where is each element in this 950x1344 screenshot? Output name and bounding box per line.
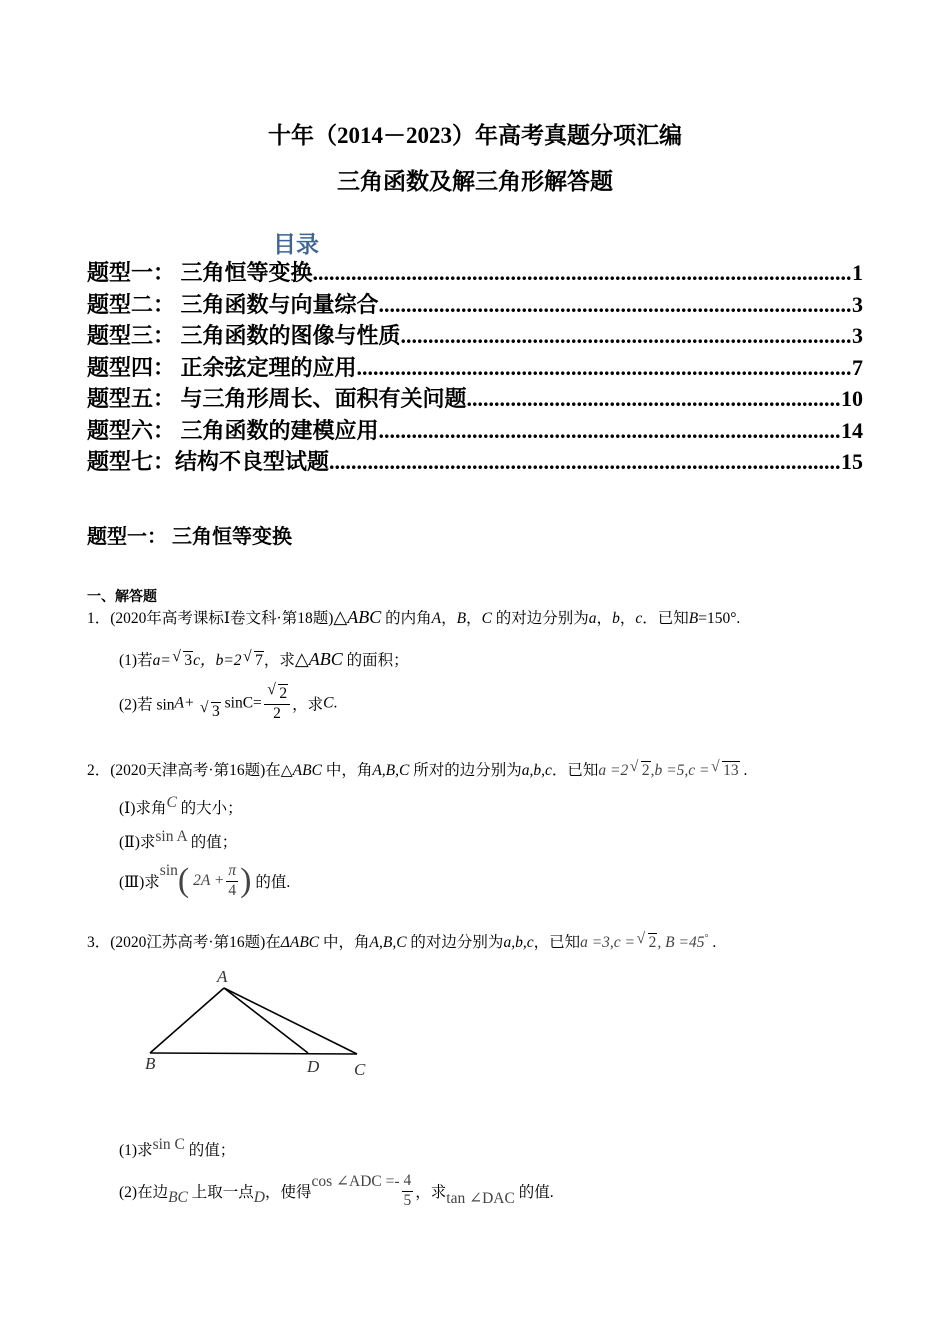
q1-var: A	[431, 610, 442, 627]
q2-math: A,B,C	[372, 762, 410, 779]
fraction	[402, 1172, 414, 1210]
q2-text: 中，角	[325, 762, 373, 779]
q2p2-math: sin A	[155, 828, 187, 845]
section-heading: 题型一： 三角恒等变换	[87, 526, 292, 548]
question-3-part-2	[119, 1172, 554, 1210]
q1p2-text: ，求	[292, 696, 324, 714]
q1-sep: ，	[441, 610, 457, 627]
toc-item-page: 10	[841, 386, 863, 411]
left-paren: (	[177, 862, 190, 900]
q3-math: a =3,c =	[580, 934, 636, 951]
q3-text: ，已知	[533, 934, 581, 951]
q3p2-math: BC	[168, 1189, 188, 1207]
q1-source: 1．(2020年高考课标Ⅰ卷文科·第18题)	[87, 610, 334, 627]
q3-text: 的对边分别为	[410, 934, 504, 951]
q2-source: 2．(2020天津高考·第16题)在	[87, 762, 281, 779]
sqrt-13: √ 13	[722, 761, 740, 779]
q3-source: 3．(2020江苏高考·第16题)在	[87, 934, 281, 951]
segment-ad	[224, 988, 308, 1053]
sqrt-3: √ 3	[183, 651, 193, 669]
q1-sep: ，	[466, 610, 482, 627]
sqrt-2: √ 2	[641, 761, 651, 779]
sqrt-2: √ 2	[278, 684, 288, 702]
toc-item-page: 1	[852, 260, 863, 285]
q2-math: a,b,c	[521, 762, 552, 779]
q3-text: 中，角	[323, 934, 370, 951]
q2p2-text: (Ⅱ)求	[119, 834, 156, 851]
q3p1-text: (1)求	[119, 1142, 153, 1159]
q2-text: ．已知	[551, 762, 599, 779]
sqrt-3: √ 3	[211, 702, 221, 720]
q1-sep: ，	[619, 610, 636, 627]
q1p1-text: (1)若	[119, 652, 153, 669]
toc-item-label: 题型六： 三角函数的建模应用	[87, 417, 379, 443]
document-subtitle: 三角函数及解三角形解答题	[337, 169, 613, 194]
q3p2-math: tan ∠DAC	[446, 1189, 515, 1207]
q1-triangle: △ABC	[294, 649, 343, 669]
vertex-label-b: B	[145, 1054, 156, 1073]
q3p2-text: 上取一点	[191, 1184, 254, 1202]
document-title: 十年（2014－2023）年高考真题分项汇编	[268, 123, 682, 148]
question-3-part-1	[119, 1138, 235, 1160]
q3p2-text: ，求	[415, 1184, 447, 1202]
vertex-label-a: A	[217, 967, 228, 986]
q3p2-text: ，使得	[264, 1184, 312, 1202]
q1p1-math: c，	[193, 652, 216, 669]
q1-var: a	[588, 610, 597, 627]
q1-var: B	[688, 610, 699, 627]
q3-triangle: ΔABC	[280, 934, 320, 951]
q1-var: b	[612, 610, 620, 627]
q2p1-text: 的大小；	[180, 800, 243, 817]
q1p2-math: A+	[174, 694, 195, 712]
toc-item-label: 题型二： 三角函数与向量综合	[87, 291, 379, 317]
degree: °	[704, 933, 709, 944]
q3-math: A,B,C	[369, 934, 407, 951]
q1-text: ．已知	[642, 610, 689, 627]
toc-item-label: 题型一： 三角恒等变换	[87, 260, 313, 285]
numerator: 4	[402, 1172, 414, 1192]
toc-item-page: 14	[841, 417, 863, 443]
q2p1-text: (Ⅰ)求角	[119, 800, 167, 817]
q3-math: a,b,c	[503, 934, 534, 951]
q3-math: , B =45	[657, 934, 705, 951]
q1p1-text: 的面积；	[346, 652, 409, 669]
q3p1-math: sin C	[152, 1136, 185, 1153]
toc-item-label: 题型四： 正余弦定理的应用	[87, 354, 357, 380]
toc-item-label: 题型七：结构不良型试题	[87, 449, 330, 474]
q3p2-math: cos ∠ADC =-	[311, 1173, 400, 1190]
q1-sep: ，	[596, 610, 613, 627]
vertex-label-c: C	[354, 1060, 366, 1079]
q3p1-text: 的值；	[188, 1142, 236, 1159]
q1p2-text: (2)若 sin	[119, 696, 175, 714]
q1-triangle: △ABC	[333, 607, 382, 627]
vertex-label-d: D	[307, 1057, 320, 1076]
sqrt-2: √ 2	[648, 933, 658, 951]
q3p2-text: (2)在边	[119, 1184, 169, 1202]
q1-text: 的对边分别为	[495, 610, 589, 627]
q3p2-math: D	[253, 1189, 265, 1207]
q1p1-text: ，求	[263, 652, 295, 669]
q1-text: 的内角	[385, 610, 432, 627]
q3p2-text: 的值.	[518, 1184, 554, 1202]
q2-text: .	[743, 762, 748, 779]
toc-heading: 目录	[273, 232, 319, 257]
q1p1-math: b=2	[215, 652, 242, 669]
q1-var: B	[456, 610, 467, 627]
q1-var: c	[635, 610, 643, 627]
q2p3-math: sin	[159, 862, 178, 879]
q2-math: ,b =5,c =	[650, 762, 710, 779]
toc-item-page: 15	[841, 449, 863, 474]
toc-item-page: 3	[852, 323, 863, 348]
q1p2-math: C	[323, 694, 334, 712]
right-paren: )	[240, 862, 252, 900]
subsection-heading: 一、解答题	[87, 590, 157, 605]
q2p2-text: 的值；	[190, 834, 238, 851]
sqrt-7: √ 7	[254, 651, 264, 669]
toc-item-label: 题型五： 与三角形周长、面积有关问题	[87, 386, 467, 411]
denominator: 5	[403, 1191, 412, 1209]
side-ac	[224, 988, 357, 1054]
toc-item-page: 7	[852, 354, 863, 380]
q2p1-math: C	[166, 794, 177, 811]
toc-item-label: 题型三： 三角函数的图像与性质	[87, 323, 401, 348]
q3-text: .	[712, 934, 717, 951]
q2-text: 所对的边分别为	[413, 762, 522, 779]
q2p3-text: (Ⅲ)求	[119, 874, 160, 892]
q1p2-math: sinC=	[224, 694, 262, 712]
denominator: 4	[228, 881, 237, 899]
q2-math: a =2	[598, 762, 629, 779]
denominator: 2	[273, 704, 281, 722]
q1-var: C	[481, 610, 492, 627]
side-ab	[150, 988, 224, 1053]
q2-triangle: △ABC	[280, 762, 322, 779]
q1p2-text: .	[333, 694, 338, 712]
q1p1-math: a=	[152, 652, 171, 669]
toc-item-page: 3	[852, 291, 863, 317]
q2p3-math: 2A +	[193, 872, 225, 890]
q1-cond: =150°.	[698, 610, 741, 627]
side-bc	[150, 1053, 357, 1054]
numerator: π	[226, 862, 238, 882]
q2p3-text: 的值.	[255, 874, 291, 892]
